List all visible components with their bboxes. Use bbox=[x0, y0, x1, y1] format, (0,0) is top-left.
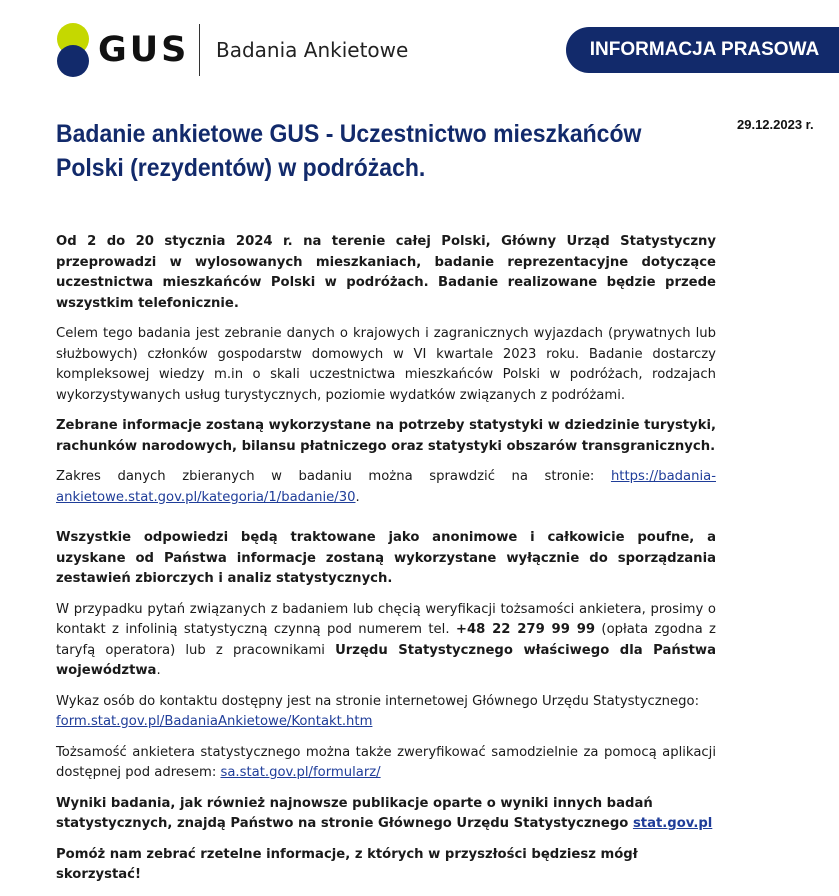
confidentiality-paragraph: Wszystkie odpowiedzi będą traktowane jako anonimowe i całkowicie poufne, a uzyskane od Państwa informacje zostaną wykorzystane wyłącznie do sporządzania zestawień zbiorczych i analiz statystycznych. bbox=[56, 530, 716, 586]
stat-gov-link[interactable]: stat.gov.pl bbox=[632, 816, 713, 831]
contact-end: . bbox=[156, 663, 161, 678]
publication-date: 29.12.2023 r. bbox=[737, 117, 814, 132]
verification-text: Tożsamość ankietera statystycznego można także zweryfikować samodzielnie za pomocą aplikacji dostępnej pod adresem: bbox=[56, 744, 716, 780]
article-body bbox=[56, 232, 716, 896]
hotline-phone: +48 22 279 99 99 bbox=[455, 622, 596, 637]
verification-paragraph bbox=[56, 743, 716, 784]
gus-logo-icon bbox=[56, 22, 90, 78]
intro-paragraph: Od 2 do 20 stycznia 2024 r. na terenie całej Polski, Główny Urząd Statystyczny przeprowadzi w wylosowanych mieszkaniach, badanie reprezentacyjne dotyczące uczestnictwa mieszkańców Polski w podróżach. Badanie realizowane będzie przede wszystkim telefonicznie. bbox=[56, 234, 716, 311]
contact-text-2: (opłata zgodna z taryfą operatora) lub z pracownikami bbox=[56, 622, 716, 658]
usage-paragraph: Zebrane informacje zostaną wykorzystane na potrzeby statystyki w dziedzinie turystyki, rachunków narodowych, bilansu płatniczego oraz statystyki obszarów transgranicznych. bbox=[56, 418, 716, 454]
closing-paragraph: Pomóż nam zebrać rzetelne informacje, z których w przyszłości będziesz mógł skorzystać! bbox=[56, 846, 638, 882]
header-subtitle: Badania Ankietowe bbox=[216, 38, 409, 62]
press-release-badge: INFORMACJA PRASOWA bbox=[566, 27, 839, 73]
page-title: Badanie ankietowe GUS - Uczestnictwo mieszkańców Polski (rezydentów) w podróżach. bbox=[56, 120, 642, 182]
contact-list-link[interactable]: form.stat.gov.pl/BadaniaAnkietowe/Kontakt.htm bbox=[56, 714, 373, 729]
statistical-office: Urzędu Statystycznego właściwego dla Państwa województwa bbox=[56, 642, 716, 678]
scope-text: Zakres danych zbieranych w badaniu można sprawdzić na stronie: bbox=[56, 469, 611, 484]
results-text: Wyniki badania, jak również najnowsze publikacje oparte o wyniki innych badań statystycznych, znajdą Państwo na stronie Głównego Urzędu Statystycznego bbox=[56, 795, 653, 831]
logo-text: GUS bbox=[98, 30, 190, 70]
contact-list-text: Wykaz osób do kontaktu dostępny jest na stronie internetowej Głównego Urzędu Statystycznego: bbox=[56, 693, 700, 709]
purpose-paragraph: Celem tego badania jest zebranie danych o krajowych i zagranicznych wyjazdach (prywatnych lub służbowych) członków gospodarstw domowych w VI kwartale 2023 roku. Badanie dostarczy kompleksowej wiedzy m.in o skali uczestnictwa mieszkańców Polski w podróżach, rodzajach wykorzystywanych usług turystycznych, poziomie wydatków związanych z podróżami. bbox=[56, 326, 716, 403]
contact-paragraph bbox=[56, 600, 716, 682]
results-paragraph bbox=[56, 794, 716, 835]
header-divider bbox=[199, 24, 200, 76]
contact-list-paragraph bbox=[56, 692, 716, 733]
contact-text: W przypadku pytań związanych z badaniem lub chęcią weryfikacji tożsamości ankietera, prosimy o kontakt z infolinią statystyczną czynną pod numerem tel. bbox=[56, 601, 716, 637]
verification-link[interactable]: sa.stat.gov.pl/formularz/ bbox=[220, 765, 381, 780]
survey-scope-link[interactable]: https://badania-ankietowe.stat.gov.pl/kategoria/1/badanie/30 bbox=[56, 469, 716, 505]
scope-paragraph bbox=[56, 467, 716, 508]
scope-end: . bbox=[355, 489, 360, 505]
